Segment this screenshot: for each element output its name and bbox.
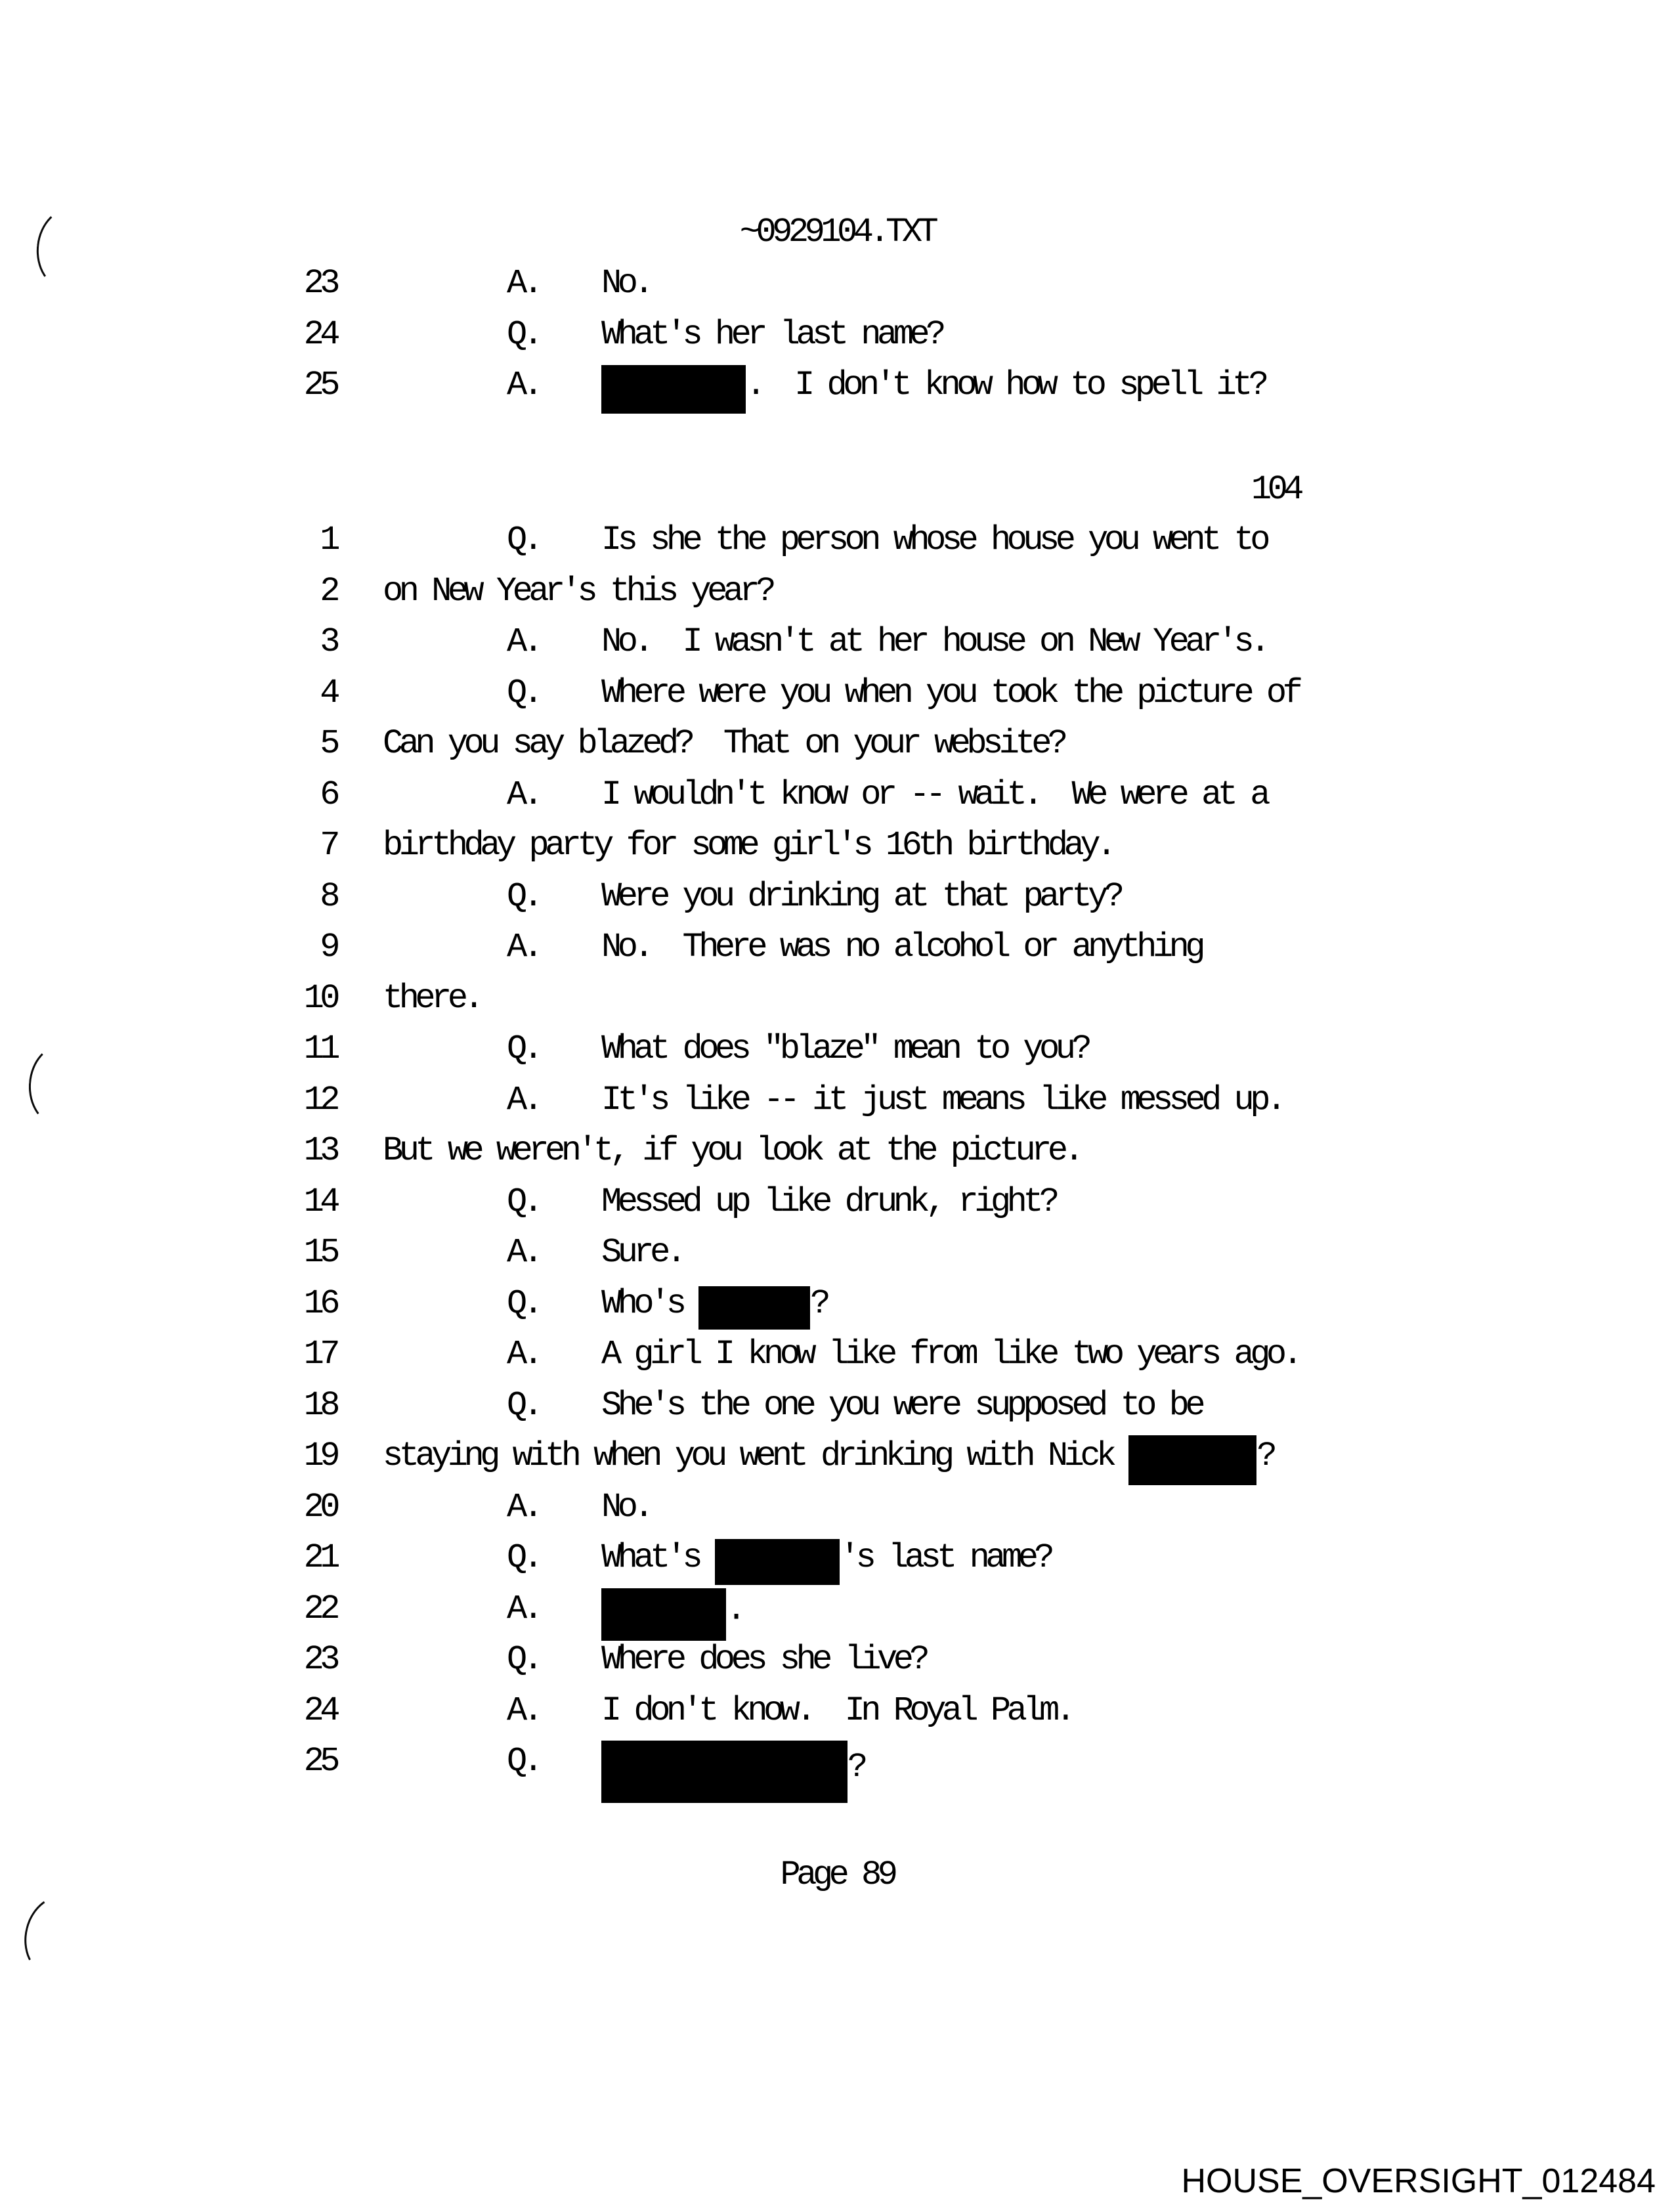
speaker-label: A.	[507, 928, 540, 966]
text-segment: Who's	[601, 1284, 699, 1323]
transcript-line	[0, 1634, 1674, 1685]
line-number: 24	[303, 314, 336, 354]
text-segment: .	[726, 1590, 742, 1630]
line-number: 16	[303, 1284, 336, 1323]
transcript-line	[0, 1584, 1674, 1635]
transcript-line	[0, 1736, 1674, 1787]
transcript-line	[0, 1024, 1674, 1075]
line-number: 13	[303, 1131, 336, 1170]
transcript-line	[0, 1227, 1674, 1278]
line-text	[601, 258, 650, 309]
line-number: 1	[320, 521, 336, 559]
line-text	[601, 1227, 683, 1278]
text-segment: No.	[601, 264, 651, 303]
text-segment: staying with when you went drinking with Nick	[383, 1437, 1129, 1475]
transcript-line	[0, 617, 1674, 668]
line-number: 25	[303, 1742, 336, 1781]
line-text	[383, 718, 1064, 770]
text-segment: Sure.	[601, 1233, 683, 1272]
line-text	[601, 1634, 926, 1685]
speaker-label: Q.	[507, 314, 540, 354]
line-number: 3	[320, 622, 336, 661]
speaker-label: Q.	[507, 1182, 540, 1221]
line-text	[601, 770, 1266, 821]
speaker-label: Q.	[507, 521, 540, 559]
line-text	[383, 1431, 1273, 1482]
line-number: 23	[303, 264, 336, 303]
text-segment: I don't know. In Royal Palm.	[601, 1691, 1072, 1730]
speaker-label: A.	[507, 1233, 540, 1272]
transcript-line	[0, 1532, 1674, 1584]
line-number: 6	[320, 775, 336, 814]
punch-hole-mark	[16, 1888, 100, 1985]
transcript-line	[0, 973, 1674, 1024]
transcript-line	[0, 1177, 1674, 1228]
transcript-line	[0, 1125, 1674, 1177]
transcript-line	[0, 718, 1674, 770]
line-number: 21	[303, 1538, 336, 1577]
line-text	[601, 1177, 1056, 1228]
transcript-line	[0, 309, 1674, 360]
redaction-box	[1128, 1435, 1256, 1485]
line-text	[601, 1482, 650, 1533]
text-segment: It's like -- it just means like messed up.	[601, 1080, 1283, 1119]
line-text	[601, 1329, 1298, 1380]
line-number: 2	[320, 571, 336, 611]
line-text	[601, 1532, 1050, 1584]
line-number: 17	[303, 1335, 336, 1374]
transcript-line	[0, 1278, 1674, 1330]
speaker-label: A.	[507, 1080, 540, 1119]
text-segment: But we weren't, if you look at the picture.	[383, 1131, 1081, 1170]
text-segment: Can you say blazed? That on your website?	[383, 724, 1064, 763]
transcript-line	[0, 566, 1674, 617]
transcript-page-number: 104	[1251, 470, 1300, 509]
text-segment: Where were you when you took the picture of	[601, 673, 1299, 712]
line-number: 12	[303, 1080, 336, 1119]
text-segment: Where does she live?	[601, 1640, 926, 1679]
document-filename: ~0929104.TXT	[739, 213, 935, 251]
line-text	[383, 1125, 1080, 1177]
line-text	[601, 1736, 864, 1798]
line-text	[601, 360, 1265, 411]
text-segment: 's last name?	[839, 1538, 1051, 1577]
line-number: 11	[303, 1030, 336, 1068]
text-segment: What's her last name?	[601, 314, 942, 354]
text-segment: A girl I know like from like two years ago.	[601, 1335, 1299, 1374]
speaker-label: A.	[507, 264, 540, 303]
line-number: 9	[320, 928, 336, 966]
speaker-label: Q.	[507, 1640, 540, 1679]
line-number: 8	[320, 877, 336, 916]
redaction-box	[715, 1539, 840, 1585]
line-number: 10	[303, 978, 336, 1018]
line-number: 19	[303, 1437, 336, 1475]
transcript-line	[0, 1380, 1674, 1431]
text-segment: She's the one you were supposed to be	[601, 1385, 1202, 1425]
speaker-label: Q.	[507, 1030, 540, 1068]
transcript-line	[0, 1329, 1674, 1380]
line-text	[601, 515, 1266, 566]
line-number: 15	[303, 1233, 336, 1272]
transcript-block-top	[0, 258, 1674, 411]
footer-page-label: Page 89	[780, 1855, 894, 1894]
speaker-label: Q.	[507, 1385, 540, 1425]
text-segment: Is she the person whose house you went to	[601, 521, 1266, 559]
line-number: 22	[303, 1589, 336, 1628]
speaker-label: A.	[507, 1589, 540, 1628]
line-text	[601, 871, 1121, 922]
line-number: 25	[303, 366, 336, 404]
text-segment: ?	[810, 1284, 826, 1323]
text-segment: What's	[601, 1538, 715, 1577]
line-text	[601, 309, 942, 360]
text-segment: . I don't know how to spell it?	[746, 366, 1265, 404]
line-text	[601, 617, 1266, 668]
line-text	[601, 922, 1201, 973]
speaker-label: Q.	[507, 877, 540, 916]
line-text	[601, 1024, 1088, 1075]
text-segment: What does "blaze" mean to you?	[601, 1030, 1088, 1068]
transcript-line	[0, 1431, 1674, 1482]
line-number: 4	[320, 673, 336, 712]
bates-stamp: HOUSE_OVERSIGHT_012484	[1181, 2162, 1656, 2200]
transcript-line	[0, 922, 1674, 973]
redaction-box	[698, 1286, 810, 1330]
redaction-box	[601, 1741, 848, 1803]
text-segment: there.	[383, 978, 481, 1018]
line-text	[601, 1584, 742, 1636]
text-segment: ?	[1256, 1437, 1274, 1475]
transcript-line	[0, 258, 1674, 309]
line-text	[601, 668, 1298, 719]
transcript-line	[0, 668, 1674, 719]
line-text	[383, 566, 772, 617]
redaction-box	[601, 365, 746, 414]
text-segment: No.	[601, 1487, 651, 1527]
line-number: 20	[303, 1487, 336, 1527]
line-text	[601, 1278, 826, 1330]
line-number: 23	[303, 1640, 336, 1679]
transcript-line	[0, 820, 1674, 871]
text-segment: ?	[848, 1748, 864, 1787]
line-number: 24	[303, 1691, 336, 1730]
line-number: 18	[303, 1385, 336, 1425]
line-text	[601, 1380, 1201, 1431]
line-number: 5	[320, 724, 336, 763]
line-text	[601, 1075, 1283, 1126]
text-segment: No. I wasn't at her house on New Year's.	[601, 622, 1266, 661]
line-text	[383, 973, 480, 1024]
speaker-label: A.	[507, 1487, 540, 1527]
speaker-label: A.	[507, 622, 540, 661]
transcript-line	[0, 1685, 1674, 1737]
speaker-label: A.	[507, 366, 540, 404]
line-text	[383, 820, 1113, 871]
transcript-line	[0, 1075, 1674, 1126]
transcript-line	[0, 360, 1674, 411]
redaction-box	[601, 1588, 726, 1641]
line-number: 7	[320, 826, 336, 865]
transcript-line	[0, 871, 1674, 922]
line-text	[601, 1685, 1071, 1737]
speaker-label: Q.	[507, 673, 540, 712]
transcript-block-main	[0, 515, 1674, 1787]
text-segment: birthday party for some girl's 16th birthday.	[383, 826, 1113, 865]
text-segment: No. There was no alcohol or anything	[601, 928, 1202, 966]
text-segment: Messed up like drunk, right?	[601, 1182, 1056, 1221]
text-segment: on New Year's this year?	[383, 571, 772, 611]
text-segment: I wouldn't know or -- wait. We were at a	[601, 775, 1266, 814]
speaker-label: Q.	[507, 1742, 540, 1781]
speaker-label: A.	[507, 775, 540, 814]
transcript-line	[0, 770, 1674, 821]
speaker-label: A.	[507, 1691, 540, 1730]
transcript-line	[0, 515, 1674, 566]
speaker-label: Q.	[507, 1284, 540, 1323]
speaker-label: A.	[507, 1335, 540, 1374]
text-segment: Were you drinking at that party?	[601, 877, 1121, 916]
line-number: 14	[303, 1182, 336, 1221]
speaker-label: Q.	[507, 1538, 540, 1577]
transcript-line	[0, 1482, 1674, 1533]
